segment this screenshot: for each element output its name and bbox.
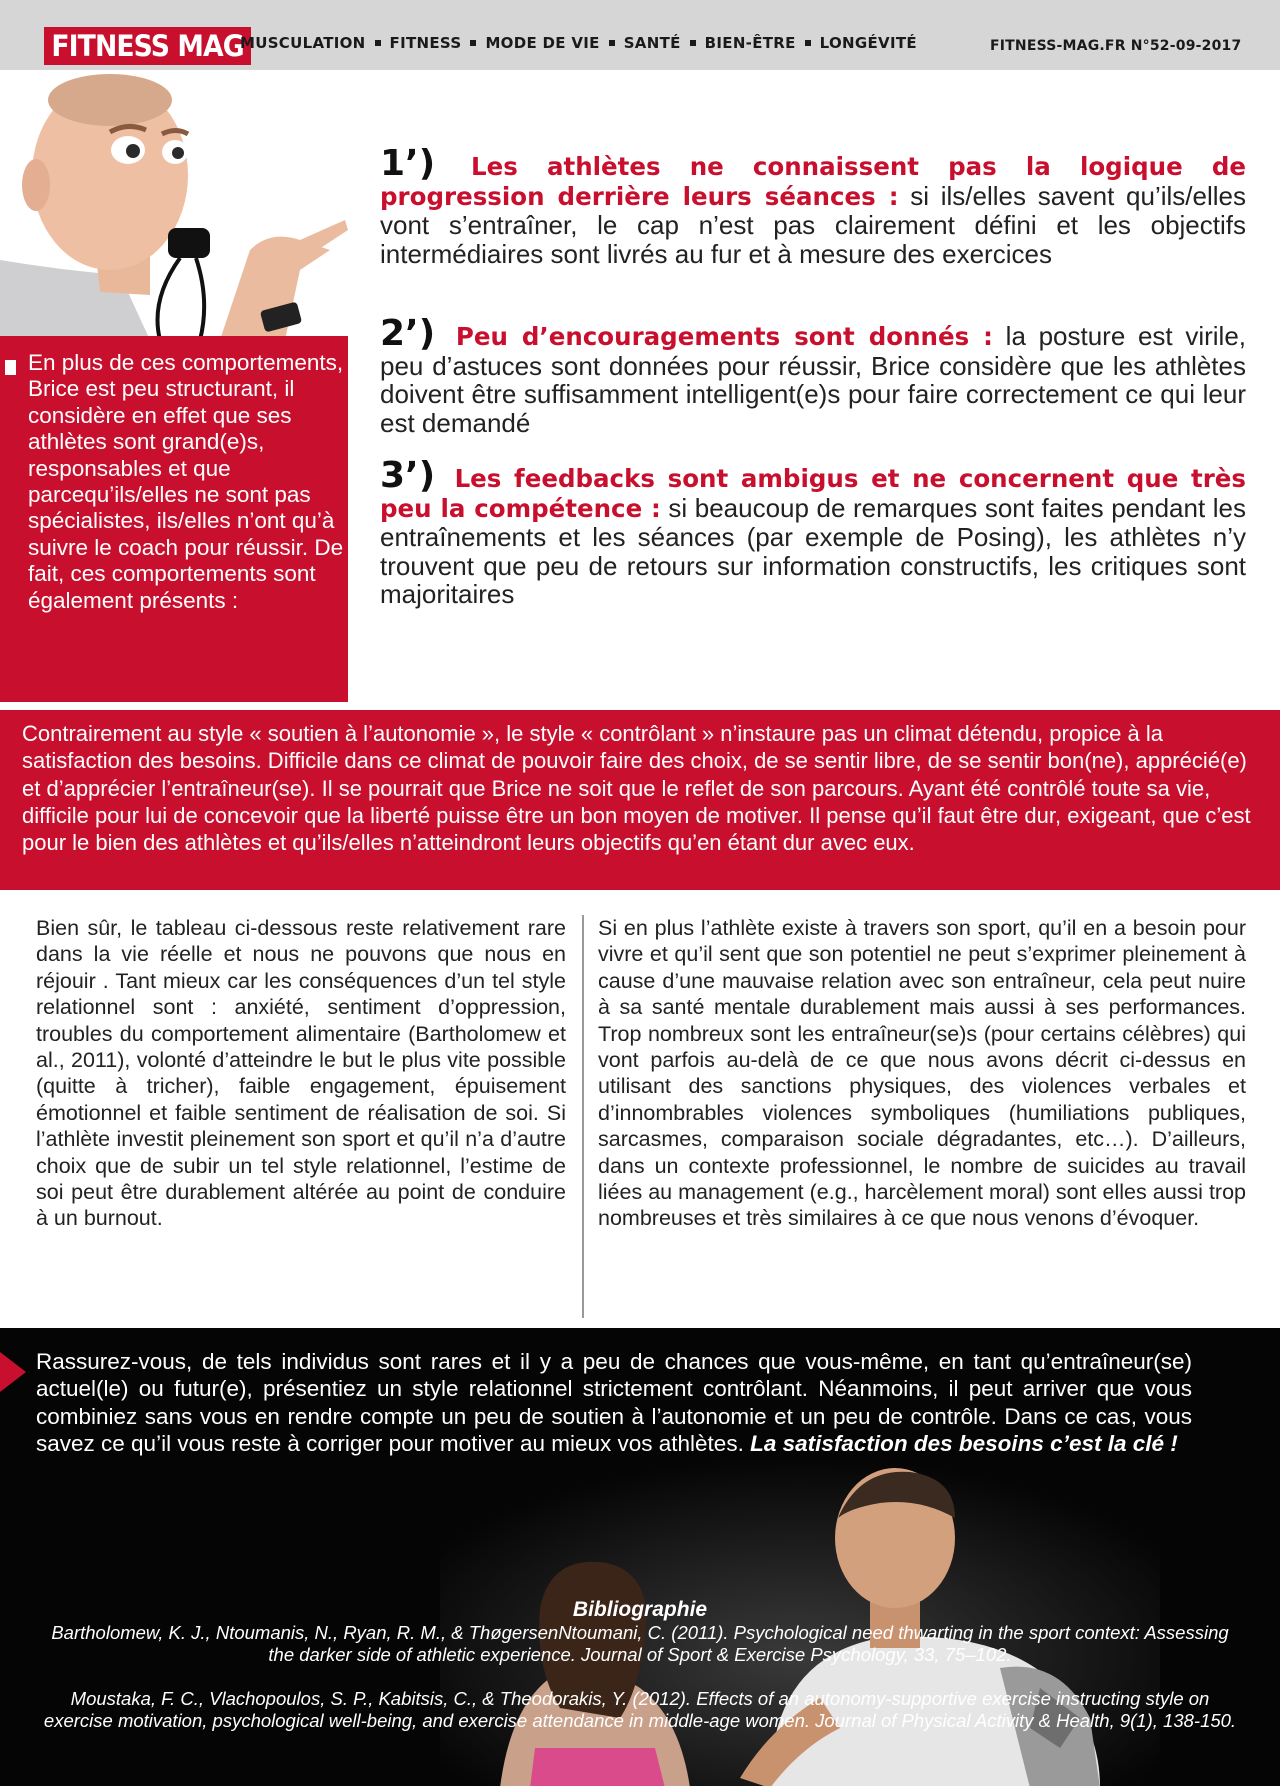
point-text: si ils/elles savent qu’ils/elles vont s’entraîner, le cap n’est pas clairement défini et les objectifs intermédiaires sont livrés au fur et à mesure des exercices [380, 180, 1246, 269]
nav-item-musculation[interactable]: MUSCULATION [240, 34, 366, 52]
point-item [380, 313, 1247, 438]
conclusion-emphasis: La satisfaction des besoins c’est la clé ! [750, 1430, 1178, 1456]
page-header [0, 0, 1280, 70]
bibliography-ref: Bartholomew, K. J., Ntoumanis, N., Ryan, R. M., & ThøgersenNtoumani, C. (2011). Psychological need thwarting in the sport context: Assessing the darker side of athletic experience. Journal of Sport & Exercise Psychology, 33, 75–102. [51, 1622, 1229, 1665]
point-item [380, 455, 1246, 609]
point-number: 3’) [380, 455, 436, 496]
point-text: si beaucoup de remarques sont faites pendant les entraînements et les séances (par exemple de Posing), les athlètes n’y trouvent que peu de retours sur information constructifs, les critiques sont majoritaires [380, 492, 1246, 609]
nav-separator [805, 40, 811, 46]
nav-item-bien-etre[interactable]: BIEN-ÊTRE [704, 34, 796, 52]
nav-item-longevite[interactable]: LONGÉVITÉ [819, 34, 917, 52]
topic-nav [240, 34, 917, 52]
column-right: Si en plus l’athlète existe à travers son sport, qu’il en a besoin pour vivre et qu’il sent que son potentiel ne peut s’exprimer pleinement à cause d’une mauvaise relation avec son entraîneur, cela peut nuire à sa santé mentale durablement mais aussi à ses performances. Trop nombreux sont les entraîneur(se)s (pour certains célèbres) qui vont parfois au-delà de ce que nous avons décrit ci-dessus en utilisant des sanctions physiques, des violences verbales et d’innombrables violences symboliques (humiliations publiques, sarcasmes, comparaison sociale dégradantes, etc…). D’ailleurs, dans un contexte professionnel, le nombre de suicides au travail liées au management (e.g., harcèlement moral) sont elles aussi trop nombreuses et très similaires à ce que nous venons d’évoquer. [598, 916, 1246, 1231]
nav-separator [470, 40, 476, 46]
point-item [380, 143, 1246, 269]
nav-item-mode-de-vie[interactable]: MODE DE VIE [485, 34, 600, 52]
coach-photo [0, 70, 350, 340]
bibliography [40, 1598, 1240, 1754]
conclusion-text [36, 1348, 1192, 1457]
column-left: Bien sûr, le tableau ci-dessous reste relativement rare dans la vie réelle et nous ne pouvons que nous en réjouir . Tant mieux car les conséquences d’un tel style relationnel sont : anxiété, sentiment d’oppression, troubles du comportement alimentaire (Bartholomew et al., 2011), volonté d’atteindre le but le plus vite possible (quitte à tricher), faible engagement, épuisement émotionnel et faible sentiment de réalisation de soi. Si l’athlète investit pleinement son sport et qu’il n’a d’autre choix que de subir un tel style relationnel, l’estime de soi peut être durablement altérée au point de conduire à un burnout. [36, 916, 566, 1231]
magazine-logo[interactable]: FITNESS MAG [44, 27, 251, 65]
summary-banner [0, 710, 1280, 890]
point-number: 1’) [380, 143, 436, 184]
conclusion-body: Rassurez-vous, de tels individus sont rares et il y a peu de chances que vous-même, en tant qu’entraîneur(se) actuel(le) ou futur(e), présentiez un style relationnel strictement contrôlant. Néanmoins, il peut arriver que vous combiniez sans vous en rendre compte un peu de soutien à l’autonomie et un peu de contrôle. Dans ce cas, vous savez ce qu’il vous reste à corriger pour motiver au mieux vos athlètes. [36, 1349, 1192, 1456]
sidebar-text: En plus de ces comportements, Brice est peu structurant, il considère en effet que ses athlètes sont grand(e)s, responsables et que parcequ’ils/elles ne sont pas spécialistes, ils/elles n’ont qu’à suivre le coach pour réussir. De fait, ces comportements sont également présents : [28, 350, 344, 613]
coach-illustration [0, 70, 350, 340]
point-heading: Peu d’encouragements sont donnés : [455, 322, 993, 351]
nav-item-fitness[interactable]: FITNESS [389, 34, 462, 52]
issue-info: FITNESS-MAG.FR N°52-09-2017 [990, 38, 1242, 54]
nav-separator [609, 40, 615, 46]
point-text: la posture est virile, peu d’astuces sont données pour réussir, Brice considère que les athlètes doivent être suffisamment intelligent(e)s pour faire correctement ce qui leur est demandé [380, 321, 1247, 438]
banner-text: Contrairement au style « soutien à l’autonomie », le style « contrôlant » n’instaure pas un climat détendu, propice à la satisfaction des besoins. Difficile dans ce climat de pouvoir faire des choix, de se sentir libre, de se sentir bon(ne), apprécié(e) et d’apprécier l’entraîneur(se). Il se pourrait que Brice ne soit que le reflet de son parcours. Ayant été contrôlé toute sa vie, difficile pour lui de concevoir que la liberté puisse être un bon moyen de motiver. Il pense qu’il faut être dur, exigeant, que c’est pour le bien des athlètes et qu’ils/elles n’atteindront leurs objectifs qu’en étant dur avec eux. [22, 721, 1251, 856]
nav-item-sante[interactable]: SANTÉ [623, 34, 681, 52]
bullet-mark [5, 360, 16, 375]
sidebar-callout [0, 336, 348, 702]
column-divider [582, 915, 584, 1318]
point-heading: Les feedbacks sont ambigus et ne concernent que très peu la compétence : [380, 464, 1246, 523]
bibliography-ref: Moustaka, F. C., Vlachopoulos, S. P., Kabitsis, C., & Theodorakis, Y. (2012). Effects of an autonomy-supportive exercise instructing style on exercise motivation, psychological well-being, and exercise attendance in middle-age women. Journal of Physical Activity & Health, 9(1), 138-150. [43, 1688, 1237, 1731]
conclusion-block [0, 1328, 1280, 1786]
bibliography-title: Bibliographie [572, 1598, 708, 1621]
red-arrow-icon [0, 1352, 26, 1392]
nav-separator [690, 40, 696, 46]
nav-separator [375, 40, 381, 46]
point-number: 2’) [380, 313, 436, 354]
point-heading: Les athlètes ne connaissent pas la logique de progression derrière leurs séances : [380, 152, 1246, 211]
